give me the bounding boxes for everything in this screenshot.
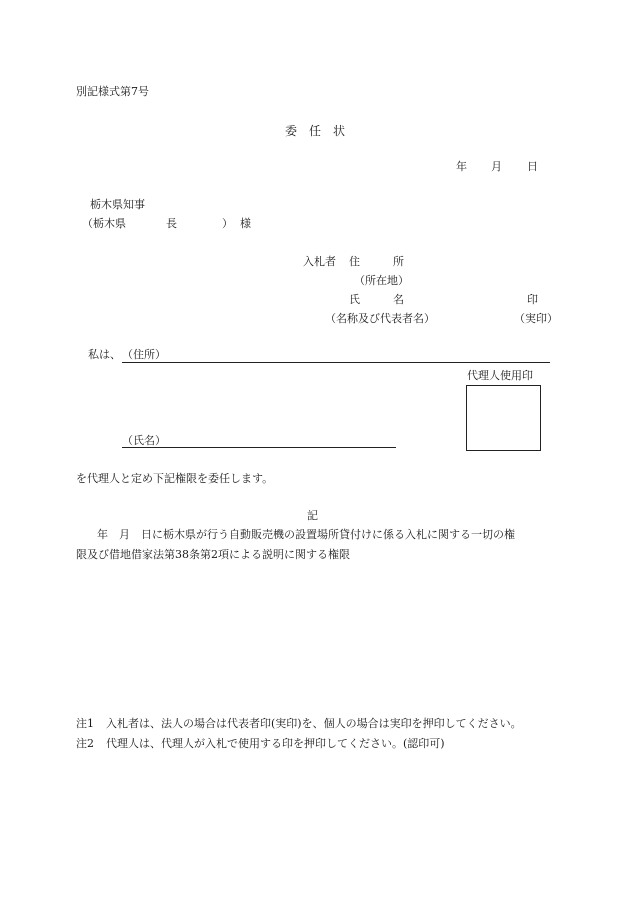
form-number: 別記様式第7号 [76,85,149,98]
addressee-chief: 長 [166,217,177,230]
bidder-seal: 印 [527,293,538,306]
addressee-honorific: 様 [240,217,251,230]
bidder-name-sub: （名称及び代表者名） [325,312,435,325]
date-day: 日 [527,160,538,173]
agent-address-label: （住所） [122,348,166,361]
bidder-address-sub: （所在地） [354,274,409,287]
agent-seal-box [466,385,541,451]
bidder-address-label: 住 所 [349,255,404,268]
bidder-name-label: 氏 名 [349,293,404,306]
addressee-close: ） [222,217,233,230]
authority-line-2: 限及び借地借家法第38条第2項による説明に関する権限 [76,548,350,561]
delegation-statement: を代理人と定め下記権限を委任します。 [76,472,274,485]
bidder-seal-sub: （実印） [514,312,558,325]
note-2-label: 注2 [76,737,94,750]
addressee-open: （栃木県 [82,217,126,230]
agent-name-line [122,447,396,448]
date-year: 年 [456,160,467,173]
document-title: 委 任 状 [285,124,346,138]
addressee-governor: 栃木県知事 [90,198,145,211]
note-1-label: 注1 [76,717,94,730]
agent-seal-label: 代理人使用印 [467,369,533,382]
ki-heading: 記 [307,509,318,522]
note-1-text: 入札者は、法人の場合は代表者印(実印)を、個人の場合は実印を押印してください。 [106,717,522,730]
note-2-text: 代理人は、代理人が入札で使用する印を押印してください。(認印可) [106,737,445,750]
agent-address-line [122,362,550,363]
bidder-label: 入札者 [303,255,336,268]
date-month: 月 [491,160,502,173]
agent-name-label: （氏名） [122,434,166,447]
agent-intro: 私は、 [88,348,121,361]
authority-line-1: 年 月 日に栃木県が行う自動販売機の設置場所貸付けに係る入札に関する一切の権 [97,528,515,541]
